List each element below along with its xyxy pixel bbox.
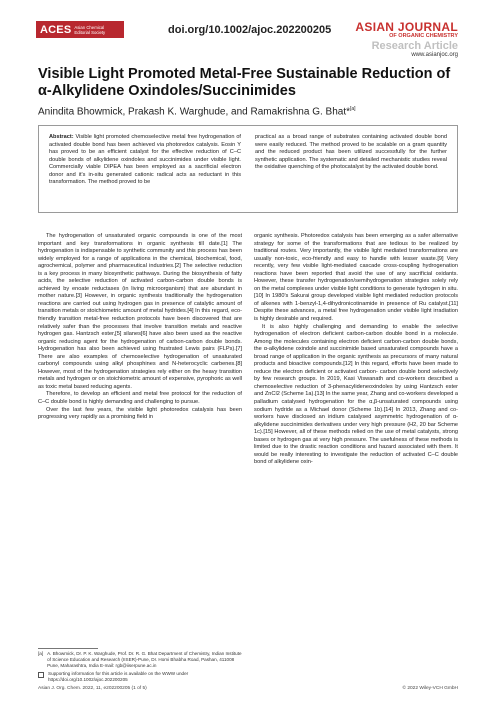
doi-link[interactable]: doi.org/10.1002/ajoc.202200205 [168,24,332,36]
affiliation-note [38,651,242,669]
abstract-label: Abstract: [49,134,74,140]
body-paragraph: Therefore, to develop an efficient and metal free protocol for the reduction of C–C double bond is highly demanding and challenging to pursue. [38,391,242,406]
article-title: Visible Light Promoted Metal-Free Sustainable Reduction of α-Alkylidene Oxindoles/Succinimides [38,66,451,99]
abstract-box [38,125,458,213]
journal-name-line1: ASIAN JOURNAL [355,20,458,34]
article-type: Research Article [371,39,458,52]
body-paragraph: organic synthesis. Photoredox catalysis has been emerging as a safer alternative strategy for some of the transformations that are tedious to be realized by traditional routes. Very importantly, the visible light mediated transformations are usually non-toxic, eco-friendly and easy to handle with lesser waste.[9] Very recently, very few visible light-mediated cascade cross-coupling hydrogenation reactions have been reported that avoid the use of any sacrificial oxidants. However, these transfer hydrogenation/semihydrogenation strategies solely rely on the metal complexes under visible light conditions to generate hydrogen in situ.[10] In 1980's Sakurai group developed visible light mediated reduction protocols of alkenes with 1-benzyl-1,4-dihydronicotinamide in presence of Ru catalyst.[11] Despite these advances, a metal free hydrogenation under visible light irradiation is highly desirable and required. [254,233,458,323]
page-header [0,0,496,52]
document-icon [38,672,44,678]
journal-name-line2: OF ORGANIC CHEMISTRY [389,33,458,39]
body-column-right [254,233,458,467]
body-paragraph: The hydrogenation of unsaturated organic compounds is one of the most important and key transformations in organic synthesis till date.[1] The hydrogenation is indispensable to synthetic community and this process has been widely employed for a range of applications in the chemical, biochemical, food, agrochemical, polymer and pharmaceutical industries.[2] The selective reduction is a key process in many biosynthetic pathways. During the biosynthesis of fatty acids, the selective reduction of activated carbon-carbon double bonds is achieved by enoate reductases (in living microorganism) that are abundant in mother nature.[3] However, in organic synthesis traditionally the hydrogenation reactions are carried out using hydrogen gas in presence of catalytic amount of transition metals or stoichiometric amount of metal hydrides.[4] In this regard, eco-friendly transition metal-free reduction protocols have been discovered that are relatively safer than the processes that involve transition metals and reactive hydrogen gas. Hantzsch ester,[5] silanes[6] have also been used as the reactive organic reducing agent for the hydrogenation of carbon-carbon double bonds. Hydrogenation has also been achieved using frustrated Lewis pairs (FLPs).[7] There are also examples of chemoselective hydrogenation of unsaturated carbonyl compounds using alkyl phosphines and N-heterocyclic carbenes.[8] However, most of the hydrogenation strategies rely either on the heavy transition metals and hydrogen or on stoichiometric amount of expensive, pyrophoric as well as toxic metal based reducing agents. [38,233,242,390]
aces-logo-subtext: Asian Chemical Editorial Society [74,24,106,35]
copyright-line: © 2022 Wiley-VCH GmbH [402,686,458,691]
aces-logo [36,21,124,38]
journal-website[interactable]: www.asianjoc.org [411,52,458,58]
supporting-info-note [38,671,242,683]
journal-brand [355,21,458,52]
aces-logo-text: ACES [40,23,72,36]
abstract-column-2: practical as a broad range of substrates containing activated double bond were easily reduced. The method proved to be scalable on a gram quantity and the reduced product has been utilized successfully for the further synthetic application. The systematic and detailed mechanistic studies reveal the oxidative quenching of the photocatalyst by the activated double bond. [255,134,447,170]
body-paragraph: Over the last few years, the visible light photoredox catalysis has been progressing very rapidly as a promising field in [38,406,242,421]
body-paragraph: It is also highly challenging and demanding to enable the selective hydrogenation of electron deficient carbon-carbon double bond in a molecule. Among the molecules containing electron deficient carbon-carbon double bonds, the α-alkylidene oxindole and succinimide based unsaturated compounds have a broad range of application in the organic synthesis as precursors of many natural products and bioactive compounds.[12] In this regard, efforts have been made to reduce the electron deficient or activated carbon- carbon double bond selectively by few research groups. In 2019, Kasi Viswanath and co-workers described a chemoselective reduction of 3-phenacylideneoxindoles by using Hantzsch ester and ZnCl2 (Scheme 1a).[13] In the same year, Zhang and co-workers developed a palladium catalysed hydrogenation for the α,β-unsaturated compounds using sodium hydride as a Michael donor (Scheme 1b).[14] In 2013, Zhang and co-workers have disclosed an iridium catalysed asymmetric hydrogenation of α-alkylidene succinimides derivatives under very high pressure (H2, 20 bar Scheme 1c).[15] However, all of these methods relied on the use of metal catalysts, strong bases or hydrogen gas at very high pressure. The usefulness of these methods is limited due to the drastic reaction conditions and hazard associated with them. It would be really interesting to investigate the reduction of activated C–C double bond of alkylidene oxin- [254,323,458,466]
supporting-info-text[interactable]: Supporting information for this article is available on the WWW under https://doi.org/10.1002/ajoc.202200205 [48,670,189,682]
abstract-text-1: Visible light promoted chemoselective metal free hydrogenation of activated double bond has been achieved via photoredox catalysis. Eosin Y has proved to be an efficient catalyst for the effective reduction of C–C double bonds of alkylidene oxindoles and succinimides under visible light. Commercially viable DIPEA has been employed as a sacrificial electron donor and it's in-situ generated cationic radical acts as reductant in this transformation. The method proved to be [49,134,241,185]
affiliation-text: A. Bhowmick, Dr. P. K. Warghude, Prof. Dr. R. G. Bhat Department of Chemistry, Indian Institute of Science Education and Research (IISER)-Pune, Dr. Homi Bhabha Road, Pashan, 411008 Pune, Maharashtra, India E-mail: rgb@iiserpune.ac.in [47,651,242,668]
author-names: Anindita Bhowmick, Prakash K. Warghude, and Ramakrishna G. Bhat* [38,106,351,118]
footnote-block [38,651,242,683]
footnote-divider [38,648,98,649]
body-column-left [38,233,242,422]
citation-line: Asian J. Org. Chem. 2022, 11, e202200205 (1 of 5) [38,686,147,691]
abstract-column-1 [49,134,241,204]
author-affiliation-marker: [a] [350,106,356,112]
affiliation-label: [a] [38,651,44,656]
author-list [38,106,356,117]
